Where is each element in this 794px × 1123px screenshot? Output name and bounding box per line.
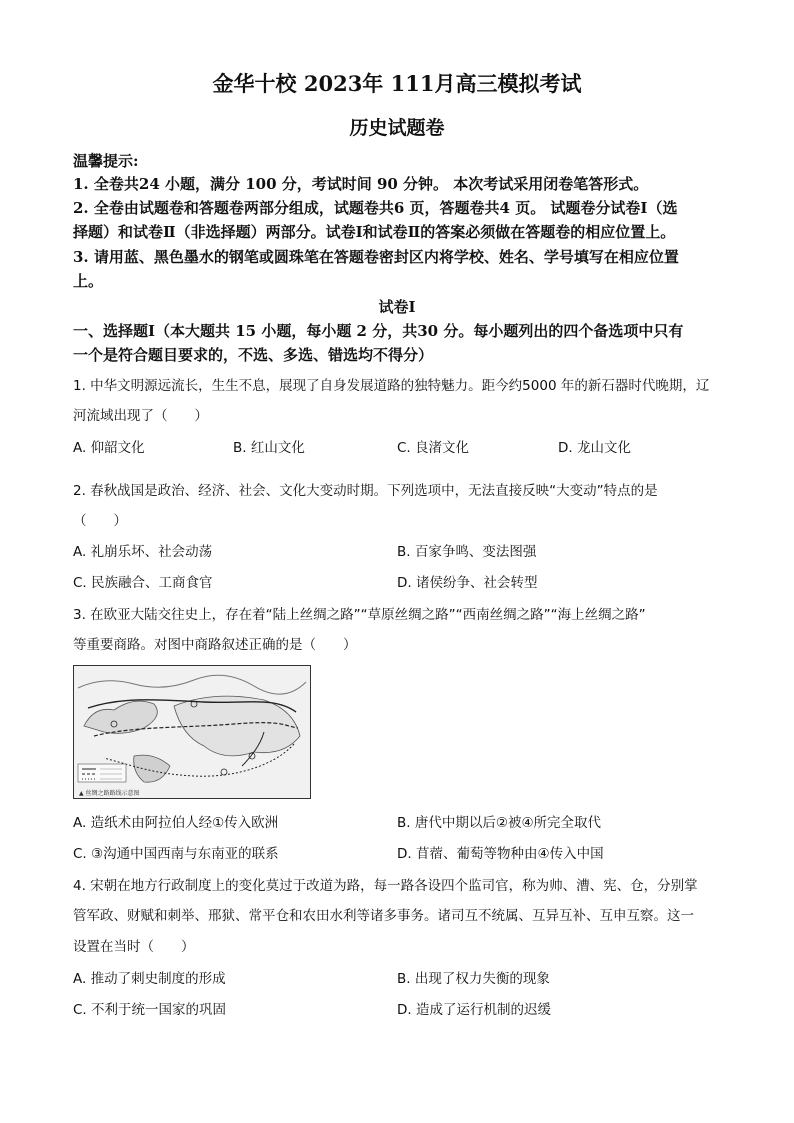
option-d: D. 苜蓿、葡萄等物种由④传入中国 — [397, 846, 604, 862]
question-stem: 管军政、财赋和刺举、邢狱、常平仓和农田水利等诸多事务。诸司互不统属、互异互补、互申互察。这一 — [73, 908, 694, 924]
section-heading: 一、选择题Ⅰ（本大题共 15 小题，每小题 2 分，共30 分。每小题列出的四个备选项中只有 — [73, 322, 684, 340]
option-b: B. 出现了权力失衡的现象 — [397, 971, 550, 987]
question-stem: 设置在当时（ ） — [73, 939, 195, 955]
question-stem: （ ） — [73, 513, 127, 529]
notice-line: 择题）和试卷Ⅱ（非选择题）两部分。试卷Ⅰ和试卷Ⅱ的答案必须做在答题卷的相应位置上。 — [73, 223, 676, 241]
option-a: A. 仰韶文化 — [73, 440, 145, 456]
section-heading: 一个是符合题目要求的，不选、多选、错选均不得分） — [73, 346, 434, 364]
paper-label: 试卷Ⅰ — [378, 298, 416, 316]
notice-line: 上。 — [73, 272, 104, 290]
question-stem: 4. 宋朝在地方行政制度上的变化莫过于改道为路，每一路各设四个监司官，称为帅、漕、宪、仓，分别掌 — [73, 878, 698, 894]
option-a: A. 礼崩乐坏、社会动荡 — [73, 544, 213, 560]
option-a: A. 推动了刺史制度的形成 — [73, 971, 226, 987]
notice-heading: 温馨提示: — [73, 152, 139, 170]
option-a: A. 造纸术由阿拉伯人经①传入欧洲 — [73, 815, 279, 831]
option-c: C. 良渚文化 — [397, 440, 470, 456]
question-stem: 1. 中华文明源远流长，生生不息，展现了自身发展道路的独特魅力。距今约5000 年的新石器时代晚期，辽 — [73, 378, 710, 394]
map-caption: ▲ 丝绸之路路线示意图 — [79, 790, 140, 797]
option-d: D. 造成了运行机制的迟缓 — [397, 1002, 551, 1018]
question-stem: 2. 春秋战国是政治、经济、社会、文化大变动时期。下列选项中，无法直接反映“大变动”特点的是 — [73, 483, 658, 499]
exam-subtitle: 历史试题卷 — [349, 117, 445, 139]
option-d: D. 诸侯纷争、社会转型 — [397, 575, 538, 591]
question-stem: 河流域出现了（ ） — [73, 408, 208, 424]
question-stem: 3. 在欧亚大陆交往史上，存在着“陆上丝绸之路”“草原丝绸之路”“西南丝绸之路”“海上丝绸之路” — [73, 607, 646, 623]
option-d: D. 龙山文化 — [558, 440, 631, 456]
option-b: B. 红山文化 — [233, 440, 305, 456]
option-b: B. 唐代中期以后②被④所完全取代 — [397, 815, 602, 831]
option-c: C. ③沟通中国西南与东南亚的联系 — [73, 846, 279, 862]
map-illustration — [74, 666, 310, 798]
option-c: C. 不利于统一国家的巩固 — [73, 1002, 227, 1018]
silk-road-map — [73, 665, 311, 799]
question-stem: 等重要商路。对图中商路叙述正确的是（ ） — [73, 637, 357, 653]
notice-line: 3. 请用蓝、黑色墨水的钢笔或圆珠笔在答题卷密封区内将学校、姓名、学号填写在相应位置 — [73, 248, 679, 266]
notice-line: 1. 全卷共24 小题，满分 100 分，考试时间 90 分钟。 本次考试采用闭卷笔答形式。 — [73, 175, 649, 193]
option-b: B. 百家争鸣、变法图强 — [397, 544, 537, 560]
option-c: C. 民族融合、工商食官 — [73, 575, 213, 591]
notice-line: 2. 全卷由试题卷和答题卷两部分组成，试题卷共6 页，答题卷共4 页。 试题卷分试卷Ⅰ（选 — [73, 199, 678, 217]
exam-title: 金华十校 2023年 111月高三模拟考试 — [212, 71, 582, 96]
